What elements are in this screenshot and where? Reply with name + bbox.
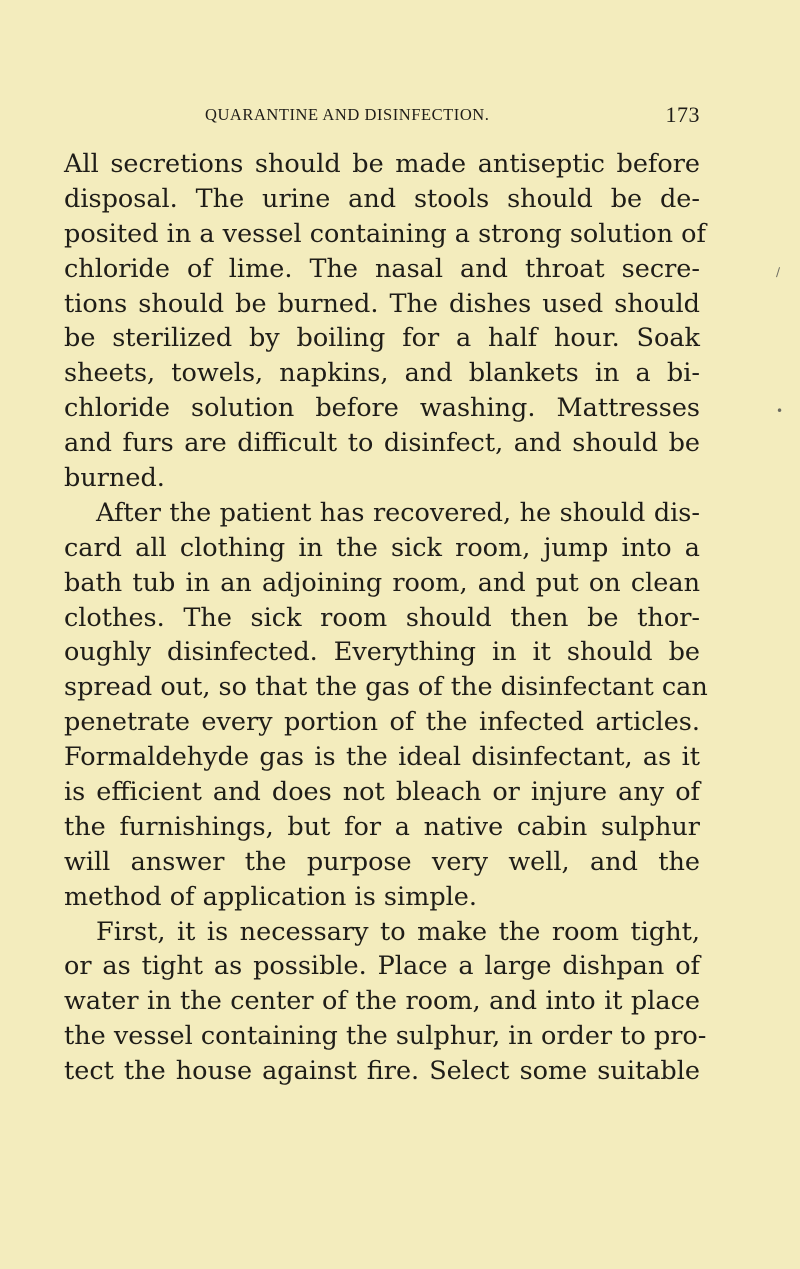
text-line: penetrate every portion of the infected articles. xyxy=(64,707,700,738)
text-line: tect the house against fire. Select some suitable xyxy=(64,1056,700,1087)
text-line: will answer the purpose very well, and the xyxy=(64,846,700,877)
text-line: tions should be burned. The dishes used should xyxy=(64,288,700,319)
text-line: oughly disinfected. Everything in it should be xyxy=(64,637,700,668)
text-line: disposal. The urine and stools should be de- xyxy=(64,183,700,214)
text-line: burned. xyxy=(64,463,165,494)
running-head xyxy=(205,104,700,128)
text-line: method of application is simple. xyxy=(64,881,477,912)
text-line: chloride solution before washing. Mattresses xyxy=(64,393,700,424)
text-line: All secretions should be made antiseptic before xyxy=(64,149,700,179)
text-line: and furs are difficult to disinfect, and should be xyxy=(64,428,700,459)
text-line: After the patient has recovered, he should dis- xyxy=(96,497,700,528)
text-line: posited in a vessel containing a strong solution of xyxy=(64,218,706,249)
text-line: is efficient and does not bleach or injure any of xyxy=(64,777,700,808)
text-line: the vessel containing the sulphur, in order to pro- xyxy=(64,1021,707,1052)
text-line: water in the center of the room, and into it place xyxy=(64,986,700,1017)
text-line: card all clothing in the sick room, jump into a xyxy=(64,532,700,563)
text-line: or as tight as possible. Place a large dishpan of xyxy=(64,951,700,982)
text-line: chloride of lime. The nasal and throat secre- xyxy=(64,253,700,284)
text-line: spread out, so that the gas of the disinfectant can xyxy=(64,672,708,703)
text-line: Formaldehyde gas is the ideal disinfectant, as it xyxy=(64,742,700,773)
body-text xyxy=(64,147,708,1089)
text-line: sheets, towels, napkins, and blankets in a bi- xyxy=(64,358,700,389)
running-title: QUARANTINE AND DISINFECTION. xyxy=(205,105,490,124)
margin-dot: • xyxy=(776,404,784,418)
text-line: be sterilized by boiling for a half hour. Soak xyxy=(64,323,700,354)
margin-mark: ∕ xyxy=(776,265,781,279)
text-line: the furnishings, but for a native cabin sulphur xyxy=(64,811,700,842)
page-number: 173 xyxy=(665,102,700,127)
text-line: First, it is necessary to make the room tight, xyxy=(96,916,700,947)
text-line: clothes. The sick room should then be thor- xyxy=(64,602,700,633)
text-line: bath tub in an adjoining room, and put on clean xyxy=(64,567,700,598)
